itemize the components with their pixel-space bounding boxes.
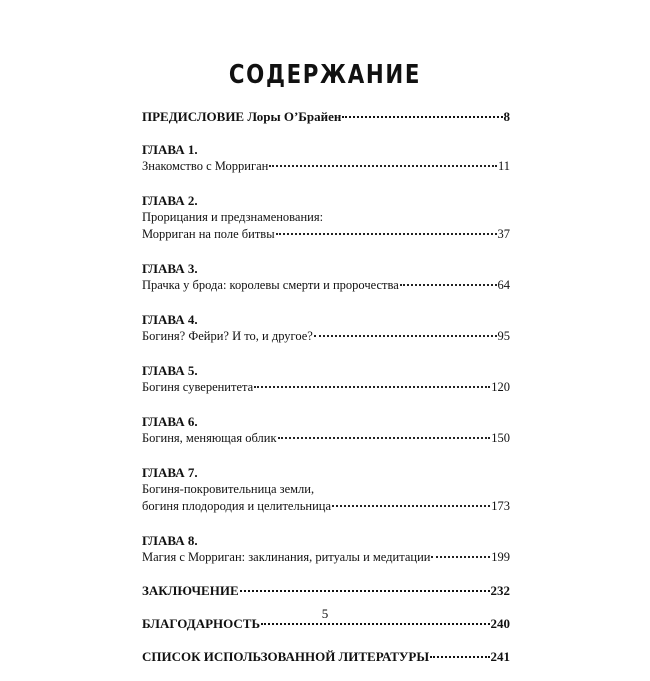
toc-entry-label: ЗАКЛЮЧЕНИЕ (142, 583, 239, 598)
toc-chapter-5 (142, 362, 510, 396)
dot-leader (332, 504, 490, 507)
chapter-page: 150 (491, 431, 510, 445)
dot-leader (276, 232, 497, 235)
chapter-title: Богиня суверенитета (142, 380, 254, 394)
toc-entry-label: БЛАГОДАРНОСТЬ (142, 616, 261, 631)
dot-leader (269, 164, 497, 167)
toc-entry-bibliography (142, 648, 510, 665)
page-number: 5 (321, 606, 329, 621)
toc-entry-label: ПРЕДИСЛОВИЕ Лоры О’Брайен (142, 109, 342, 124)
dot-leader (261, 622, 489, 625)
toc-entry-page: 232 (490, 583, 510, 598)
chapter-title: богиня плодородия и целительница (142, 499, 332, 513)
chapter-page: 199 (491, 550, 510, 564)
chapter-page: 95 (497, 329, 510, 343)
dot-leader (431, 555, 490, 558)
chapter-page: 64 (497, 278, 510, 292)
chapter-heading: ГЛАВА 6. (142, 414, 198, 429)
chapter-heading: ГЛАВА 3. (142, 261, 198, 276)
chapter-heading: ГЛАВА 2. (142, 193, 198, 208)
toc-chapter-4 (142, 311, 510, 345)
dot-leader (342, 115, 502, 118)
chapter-heading: ГЛАВА 7. (142, 465, 198, 480)
chapter-title-line: Прорицания и предзнаменования: (142, 210, 324, 224)
chapter-title: Морриган на поле битвы (142, 227, 275, 241)
toc-chapter-6 (142, 413, 510, 447)
chapter-page: 37 (497, 227, 510, 241)
chapter-page: 11 (497, 159, 510, 173)
chapter-title: Богиня, меняющая облик (142, 431, 277, 445)
toc-entry-preface (142, 108, 510, 125)
chapter-page: 120 (491, 380, 510, 394)
dot-leader (430, 655, 489, 658)
dot-leader (400, 283, 497, 286)
chapter-title: Магия с Морриган: заклинания, ритуалы и медитации (142, 550, 431, 564)
chapter-title: Знакомство с Морриган (142, 159, 269, 173)
chapter-heading: ГЛАВА 1. (142, 142, 198, 157)
toc-entry-page: 8 (503, 109, 510, 124)
page-title: СОДЕРЖАНИЕ (228, 60, 422, 90)
toc-chapter-3 (142, 260, 510, 294)
toc-chapter-8 (142, 532, 510, 566)
dot-leader (240, 589, 490, 592)
toc-entry-label: СПИСОК ИСПОЛЬЗОВАННОЙ ЛИТЕРАТУРЫ (142, 649, 430, 664)
table-of-contents (142, 108, 510, 681)
toc-entry-conclusion (142, 582, 510, 599)
chapter-heading: ГЛАВА 8. (142, 533, 198, 548)
toc-chapter-2 (142, 192, 510, 243)
chapter-title: Прачка у брода: королевы смерти и пророчества (142, 278, 399, 292)
dot-leader (278, 436, 491, 439)
toc-chapter-7 (142, 464, 510, 515)
chapter-page: 173 (491, 499, 510, 513)
chapter-title-line: Богиня-покровительница земли, (142, 482, 315, 496)
chapter-title: Богиня? Фейри? И то, и другое? (142, 329, 313, 343)
chapter-heading: ГЛАВА 4. (142, 312, 198, 327)
dot-leader (314, 334, 497, 337)
toc-entry-page: 240 (490, 616, 510, 631)
toc-entry-page: 241 (490, 649, 510, 664)
chapter-heading: ГЛАВА 5. (142, 363, 198, 378)
dot-leader (254, 385, 490, 388)
toc-chapter-1 (142, 141, 510, 175)
